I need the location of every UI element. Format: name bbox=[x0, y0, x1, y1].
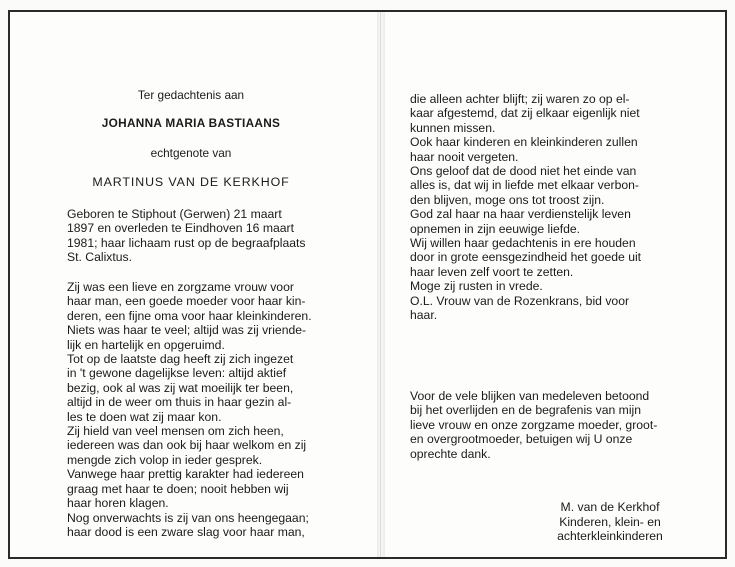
tribute-line: lijk en hartelijk en opgeruimd. bbox=[67, 337, 225, 352]
tribute-line: Tot op de laatste dag heeft zij zich ingezet bbox=[67, 352, 294, 367]
tribute-text-left bbox=[67, 280, 349, 539]
birth-line: 1981; haar lichaam rust op de begraafplaats bbox=[67, 235, 306, 250]
tribute-line: God zal haar na haar verdienstelijk leven bbox=[410, 207, 631, 222]
tribute-line: Zij was een lieve en zorgzame vrouw voor bbox=[67, 280, 294, 294]
thanks-paragraph bbox=[410, 389, 698, 461]
signature-line: achterkleinkinderen bbox=[557, 529, 663, 543]
tribute-line: Moge zij rusten in vrede. bbox=[410, 279, 543, 294]
signature-line: M. van de Kerkhof bbox=[560, 500, 660, 514]
tribute-line: les te doen wat zij maar kon. bbox=[67, 409, 222, 424]
deceased-name: JOHANNA MARIA BASTIAANS bbox=[101, 116, 281, 130]
signature-line: Kinderen, klein- en bbox=[559, 514, 661, 529]
card-fold bbox=[377, 12, 385, 557]
tribute-line: kunnen missen. bbox=[410, 120, 496, 135]
tribute-line: haar. bbox=[410, 308, 438, 323]
thanks-line: Voor de vele blijken van medeleven betoond bbox=[410, 389, 650, 403]
tribute-line: die alleen achter blijft; zij waren zo op el- bbox=[410, 92, 630, 106]
tribute-line: alles is, dat wij in liefde met elkaar verbon- bbox=[410, 178, 639, 193]
birth-line: 1897 en overleden te Eindhoven 16 maart bbox=[67, 221, 294, 236]
birth-line: St. Calixtus. bbox=[67, 250, 133, 265]
tribute-line: Wij willen haar gedachtenis in ere houden bbox=[410, 236, 636, 251]
tribute-line: haar horen klagen. bbox=[67, 496, 169, 511]
tribute-line: iedereen was dan ook bij haar welkom en zij bbox=[67, 438, 307, 453]
tribute-line: haar leven zelf voort te zetten. bbox=[410, 264, 574, 279]
memorial-intro: Ter gedachtenis aan bbox=[137, 88, 245, 102]
thanks-line: en overgrootmoeder, betuigen wij U onze bbox=[410, 432, 633, 447]
spouse-name: MARTINUS VAN DE KERKHOF bbox=[92, 175, 290, 189]
tribute-line: haar man, een goede moeder voor haar kin- bbox=[67, 294, 306, 309]
memorial-card bbox=[8, 10, 727, 559]
signature-block bbox=[522, 500, 698, 544]
tribute-line: O.L. Vrouw van de Rozenkrans, bid voor bbox=[410, 293, 630, 308]
tribute-line: door in grote eensgezindheid het goede uit bbox=[410, 250, 642, 265]
tribute-line: haar dood is een zware slag voor haar man, bbox=[67, 524, 305, 539]
tribute-line: den blijven, moge ons tot troost zijn. bbox=[410, 192, 605, 207]
tribute-line: Ons geloof dat de dood niet het einde van bbox=[410, 164, 637, 179]
tribute-line: Nog onverwachts is zij van ons heengegaan; bbox=[67, 510, 309, 525]
tribute-line: bezig, ook al was zij wat moeilijk ter been, bbox=[67, 380, 294, 395]
thanks-line: lieve vrouw en onze zorgzame moeder, groot- bbox=[410, 417, 658, 432]
birth-line: Geboren te Stiphout (Gerwen) 21 maart bbox=[67, 207, 282, 221]
fold-crease bbox=[380, 12, 381, 557]
tribute-text-right bbox=[410, 92, 698, 543]
tribute-line: haar nooit vergeten. bbox=[410, 149, 519, 164]
tribute-line: graag met haar te doen; nooit hebben wij bbox=[67, 481, 289, 496]
tribute-line: Ook haar kinderen en kleinkinderen zullen bbox=[410, 135, 638, 150]
thanks-line: bij het overlijden en de begrafenis van mijn bbox=[410, 403, 642, 418]
tribute-line: deren, een fijne oma voor haar kleinkinderen. bbox=[67, 308, 312, 323]
tribute-line: Niets was haar te veel; altijd was zij vriende- bbox=[67, 323, 307, 338]
tribute-line: kaar afgestemd, dat zij elkaar eigenlijk niet bbox=[410, 106, 640, 121]
birth-death-paragraph bbox=[67, 207, 349, 265]
tribute-line: opnemen in zijn eeuwige liefde. bbox=[410, 221, 581, 236]
wife-of-label: echtgenote van bbox=[150, 146, 232, 160]
tribute-line: altijd in de weer om thuis in haar gezin al- bbox=[67, 395, 292, 410]
tribute-line: Zij hield van veel mensen om zich heen, bbox=[67, 424, 284, 439]
tribute-line: in 't gewone dagelijkse leven: altijd aktief bbox=[67, 366, 287, 381]
thanks-line: oprechte dank. bbox=[410, 446, 491, 461]
tribute-line: mengde zich volop in ieder gesprek. bbox=[67, 452, 263, 467]
tribute-line: Vanwege haar prettig karakter had iedereen bbox=[67, 467, 304, 482]
